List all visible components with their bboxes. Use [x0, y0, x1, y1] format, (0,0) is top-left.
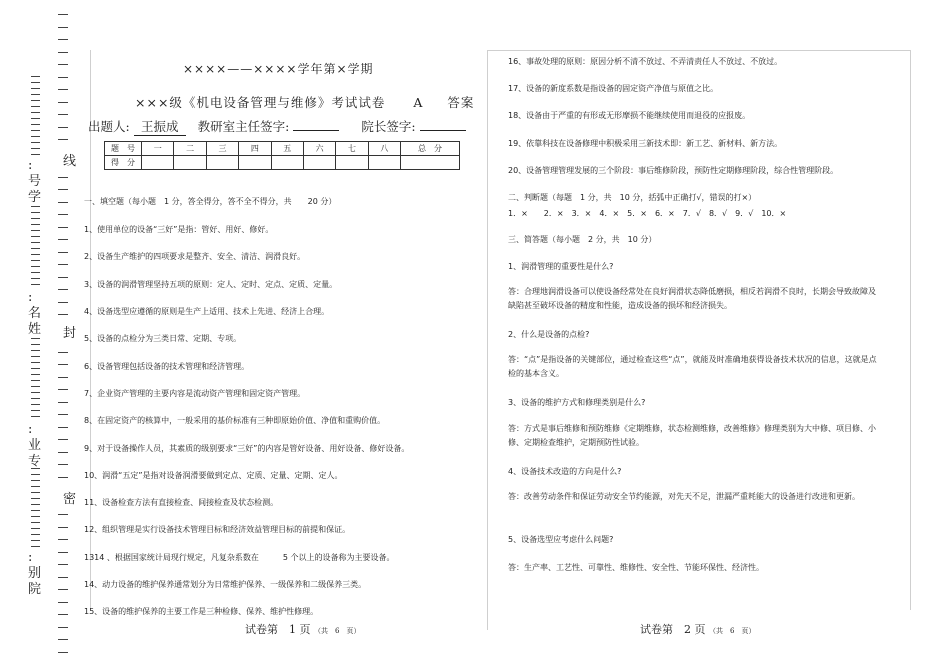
- setter-label: 出题人:: [88, 119, 130, 134]
- right-frame-line: [910, 50, 911, 610]
- short-answer: 答：方式是事后维修和预防维修《定期维修，状态检测维修，改善维修》修理类别为大中修、项目修、小修、定期检查维护，定期预防性试验。: [508, 424, 876, 447]
- binding-dash: [58, 627, 68, 628]
- binding-dash: [58, 389, 68, 390]
- short-answer: 答：合理地润滑设备可以使设备经常处在良好润滑状态降低磨损，相反若润滑不良时，长期会导致故障及缺陷甚至破坏设备的精度和性能，造成设备的损坏和经济损失。: [508, 287, 876, 310]
- fill-in-dash: [31, 486, 40, 487]
- director-label: 教研室主任签字:: [197, 119, 290, 134]
- binding-dash: [58, 439, 68, 440]
- exam-title: ×××级《机电设备管理与维修》考试试卷: [135, 95, 386, 110]
- binding-dash: [58, 14, 68, 15]
- fill-blank-item: 9、对于设备操作人员，其素质的级别要求“三好”的内容是管好设备、用好设备、修好设备。: [84, 444, 410, 453]
- fill-in-dash: [31, 212, 40, 213]
- page-number: 试卷第 1 页: [245, 623, 311, 636]
- score-header-cell: 一: [142, 142, 174, 156]
- fill-in-dash: [31, 404, 40, 405]
- short-answer: 答：“点”是指设备的关键部位，通过检查这些“点”，就能及时准确地获得设备技术状况的信息，这就是点检的基本含义。: [508, 355, 877, 378]
- binding-dash: [58, 27, 68, 28]
- director-signature-blank[interactable]: [293, 130, 339, 131]
- fill-in-dash: [31, 76, 40, 77]
- student-id-label: :号学: [28, 158, 42, 205]
- binding-dash: [58, 64, 68, 65]
- binding-dash: [58, 252, 68, 253]
- binding-dash: [58, 89, 68, 90]
- binding-dash: [58, 214, 68, 215]
- fill-in-dash: [31, 94, 40, 95]
- binding-dash: [58, 189, 68, 190]
- short-question: 1、润滑管理的重要性是什么?: [508, 262, 614, 271]
- binding-dash: [58, 102, 68, 103]
- binding-dash: [58, 139, 68, 140]
- fill-in-dash: [31, 356, 40, 357]
- fill-in-dash: [31, 510, 40, 511]
- fill-in-dash: [31, 344, 40, 345]
- fill-blank-item: 10、润滑“五定”是指对设备润滑要做到定点、定质、定量、定期、定人。: [84, 471, 343, 480]
- binding-dash: [58, 289, 68, 290]
- fill-in-dash: [31, 380, 40, 381]
- page-footer-1: [245, 621, 360, 637]
- binding-dash: [58, 427, 68, 428]
- binding-dash: [58, 114, 68, 115]
- score-cell[interactable]: [368, 156, 400, 170]
- binding-dash: [58, 277, 68, 278]
- fill-in-dash: [31, 106, 40, 107]
- fill-in-dash: [31, 492, 40, 493]
- binding-dash: [58, 377, 68, 378]
- signature-row: [88, 117, 466, 136]
- binding-dash: [58, 589, 68, 590]
- fill-in-dash: [31, 218, 40, 219]
- score-cell[interactable]: [142, 156, 174, 170]
- binding-dash: [58, 352, 68, 353]
- score-table-header-row: [105, 142, 460, 156]
- fill-in-dash: [31, 230, 40, 231]
- fill-in-dash: [31, 546, 40, 547]
- binding-dash: [58, 477, 68, 478]
- fill-in-dash: [31, 416, 40, 417]
- fill-blank-item: 16、事故处理的原则：原因分析不清不放过、不弄清责任人不放过、不放过。: [508, 57, 783, 66]
- exam-title-row: [135, 93, 474, 111]
- score-row-label: 得 分: [105, 156, 142, 170]
- binding-dash: [58, 539, 68, 540]
- binding-dash: [58, 302, 68, 303]
- fill-in-dash: [31, 504, 40, 505]
- score-cell[interactable]: [174, 156, 206, 170]
- fill-in-dash: [31, 338, 40, 339]
- fill-blank-item: 15、设备的维护保养的主要工作是三种检修、保养、维护性修理。: [84, 607, 319, 616]
- fill-in-dash: [31, 272, 40, 273]
- fill-blank-item: 4、设备选型应遵循的原则是生产上适用、技术上先进、经济上合理。: [84, 307, 330, 316]
- binding-char-seal: 封: [63, 326, 77, 341]
- score-header-cell: 四: [239, 142, 271, 156]
- binding-dash: [58, 614, 68, 615]
- score-table: [104, 141, 460, 170]
- fill-blank-item: 20、设备管理管理发展的三个阶段：事后维修阶段，预防性定期修理阶段，综合性管理阶段。: [508, 166, 839, 175]
- fill-blank-item: 6、设备管理包括设备的技术管理和经济管理。: [84, 362, 250, 371]
- fill-blank-item: 1314 、根据国家统计局现行规定，凡复杂系数在 5 个以上的设备称为主要设备。: [84, 553, 395, 562]
- fill-in-dash: [31, 266, 40, 267]
- fill-in-dash: [31, 154, 40, 155]
- fill-in-dash: [31, 88, 40, 89]
- score-cell[interactable]: [401, 156, 460, 170]
- judge-section-title: 二、判断题（每题 1 分，共 10 分，括弧中正确打√，错误的打×）: [508, 193, 757, 202]
- dean-signature-blank[interactable]: [420, 130, 466, 131]
- score-cell[interactable]: [303, 156, 335, 170]
- binding-dash: [58, 52, 68, 53]
- fill-in-dash: [31, 350, 40, 351]
- paper-type: A: [413, 95, 424, 110]
- fill-blank-item: 14、动力设备的维护保养通常划分为日常维护保养、一级保养和二级保养三类。: [84, 580, 367, 589]
- fill-in-dash: [31, 534, 40, 535]
- binding-dash: [58, 264, 68, 265]
- fill-in-dash: [31, 112, 40, 113]
- short-question: 4、设备技术改造的方向是什么?: [508, 467, 622, 476]
- page-total: （共 6 页）: [314, 627, 361, 635]
- fill-in-dash: [31, 224, 40, 225]
- fill-blank-item: 12、组织管理是实行设备技术管理目标和经济效益管理目标的前提和保证。: [84, 525, 351, 534]
- binding-dash: [58, 402, 68, 403]
- binding-dash: [58, 77, 68, 78]
- score-table-score-row: [105, 156, 460, 170]
- binding-dash: [58, 564, 68, 565]
- fill-blank-item: 5、设备的点检分为三类日常、定期、专项。: [84, 334, 242, 343]
- term-line: ××××——××××学年第×学期: [183, 62, 374, 76]
- fill-in-dash: [31, 386, 40, 387]
- fill-in-dash: [31, 474, 40, 475]
- short-answer-section-title: 三、简答题（每小题 2 分，共 10 分）: [508, 235, 657, 244]
- fill-in-dash: [31, 392, 40, 393]
- page-total: （共 6 页）: [709, 627, 756, 635]
- center-frame-line: [487, 50, 488, 630]
- page-number: 试卷第 2 页: [640, 623, 706, 636]
- fill-in-dash: [31, 522, 40, 523]
- binding-char-line: 线: [63, 154, 77, 169]
- fill-blank-item: 7、企业资产管理的主要内容是流动资产管理和固定资产管理。: [84, 389, 306, 398]
- binding-dash: [58, 239, 68, 240]
- fill-in-dash: [31, 374, 40, 375]
- score-header-cell: 总 分: [401, 142, 460, 156]
- binding-dash: [58, 314, 68, 315]
- top-frame-line: [487, 50, 910, 51]
- fill-in-dash: [31, 206, 40, 207]
- binding-dash: [58, 202, 68, 203]
- binding-dash: [58, 127, 68, 128]
- fill-blank-item: 17、设备的新度系数是指设备的固定资产净值与原值之比。: [508, 84, 719, 93]
- fill-in-dash: [31, 242, 40, 243]
- page-footer-2: [640, 621, 755, 637]
- fill-in-dash: [31, 148, 40, 149]
- short-answer: 答：生产率、工艺性、可靠性、维修性、安全性、节能环保性、经济性。: [508, 563, 764, 572]
- answer-label: 答案: [447, 95, 475, 110]
- fill-in-dash: [31, 540, 40, 541]
- score-header-cell: 七: [336, 142, 368, 156]
- fill-in-dash: [31, 236, 40, 237]
- score-header-cell: 八: [368, 142, 400, 156]
- binding-dash: [58, 527, 68, 528]
- judge-answers: 1．× 2．× 3．× 4．× 5．× 6．× 7．√ 8．√ 9．√ 10．×: [508, 209, 787, 218]
- binding-dash: [58, 227, 68, 228]
- fill-in-dash: [31, 82, 40, 83]
- fill-blank-item: 1、使用单位的设备“三好”是指：管好、用好、修好。: [84, 225, 274, 234]
- short-question: 5、设备选型应考虑什么问题?: [508, 535, 614, 544]
- fill-in-dash: [31, 498, 40, 499]
- binding-dash: [58, 452, 68, 453]
- fill-blank-item: 8、在固定资产的核算中，一般采用的基价标准有三种即原始价值、净值和重购价值。: [84, 416, 386, 425]
- fill-in-dash: [31, 254, 40, 255]
- score-header-cell: 二: [174, 142, 206, 156]
- fill-blank-section-title: 一、填空题（每小题 1 分，答全得分，答不全不得分，共 20 分）: [84, 197, 337, 206]
- short-question: 3、设备的维护方式和修理类别是什么?: [508, 398, 646, 407]
- binding-dash: [58, 414, 68, 415]
- fill-in-dash: [31, 124, 40, 125]
- setter-name: 王振成: [134, 117, 186, 136]
- fill-in-dash: [31, 130, 40, 131]
- fill-in-dash: [31, 278, 40, 279]
- college-label: :别院: [28, 550, 42, 597]
- score-cell[interactable]: [336, 156, 368, 170]
- binding-dash: [58, 652, 68, 653]
- fill-in-dash: [31, 480, 40, 481]
- fill-blank-item: 2、设备生产维护的四项要求是整齐、安全、清洁、润滑良好。: [84, 252, 306, 261]
- score-header-cell: 五: [271, 142, 303, 156]
- binding-dash: [58, 577, 68, 578]
- fill-in-dash: [31, 118, 40, 119]
- fill-in-dash: [31, 136, 40, 137]
- dean-label: 院长签字:: [361, 119, 416, 134]
- score-cell[interactable]: [206, 156, 238, 170]
- fill-blank-item: 3、设备的润滑管理坚持五项的原则：定人、定时、定点、定质、定量。: [84, 280, 338, 289]
- fill-in-dash: [31, 142, 40, 143]
- fill-blank-item: 11、设备检查方法有直接检查、间接检查及状态检测。: [84, 498, 279, 507]
- major-label: :业专: [28, 422, 42, 469]
- fill-in-dash: [31, 516, 40, 517]
- score-header-cell: 三: [206, 142, 238, 156]
- short-question: 2、什么是设备的点检?: [508, 330, 590, 339]
- fill-in-dash: [31, 100, 40, 101]
- binding-dash: [58, 639, 68, 640]
- student-name-label: :名姓: [28, 290, 42, 337]
- score-cell[interactable]: [239, 156, 271, 170]
- fill-in-dash: [31, 248, 40, 249]
- score-header-cell: 题 号: [105, 142, 142, 156]
- binding-dash: [58, 514, 68, 515]
- binding-dash: [58, 39, 68, 40]
- score-header-cell: 六: [303, 142, 335, 156]
- fill-in-dash: [31, 410, 40, 411]
- binding-dash: [58, 177, 68, 178]
- fill-blank-item: 18、设备由于严重的有形或无形摩损不能继续使用而退役的应报废。: [508, 111, 751, 120]
- binding-dash: [58, 552, 68, 553]
- binding-char-sealed: 密: [63, 492, 77, 507]
- binding-dash: [58, 602, 68, 603]
- fill-in-dash: [31, 284, 40, 285]
- binding-dash: [58, 364, 68, 365]
- score-cell[interactable]: [271, 156, 303, 170]
- short-answer: 答：改善劳动条件和保证劳动安全节约能源，对先天不足，泄漏严重耗能大的设备进行改进和更新。: [508, 492, 860, 501]
- fill-in-dash: [31, 368, 40, 369]
- binding-dash: [58, 464, 68, 465]
- fill-in-dash: [31, 260, 40, 261]
- fill-blank-item: 19、依靠科技在设备修理中积极采用三新技术即：新工艺、新材料、新方法。: [508, 139, 783, 148]
- fill-in-dash: [31, 398, 40, 399]
- fill-in-dash: [31, 362, 40, 363]
- fill-in-dash: [31, 528, 40, 529]
